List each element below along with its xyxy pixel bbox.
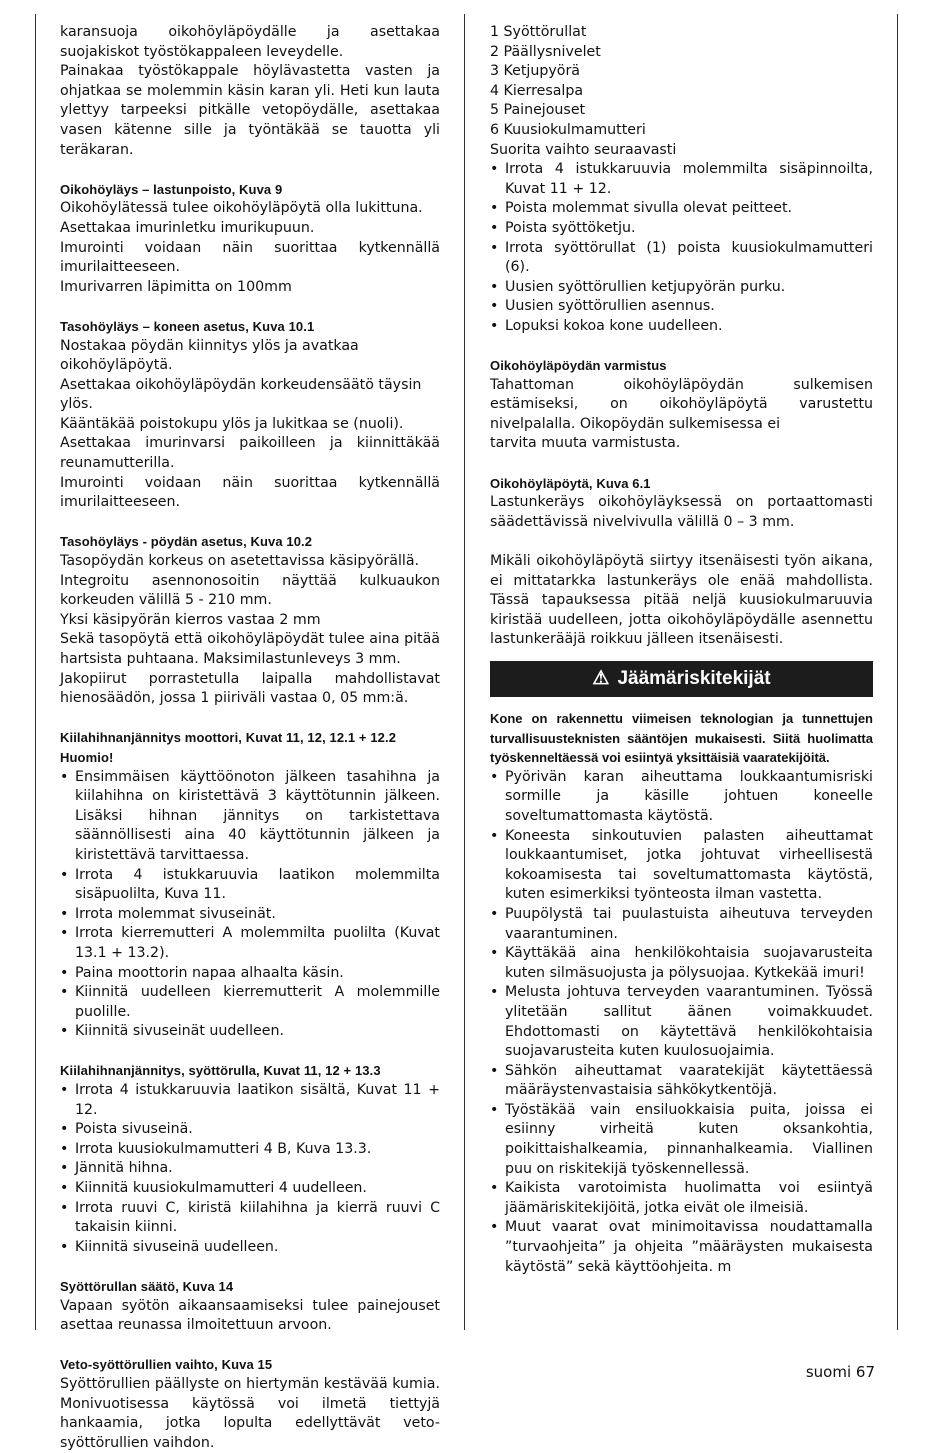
list-item: • Käyttäkää aina henkilökohtaisia suojavarusteita kuten silmäsuojusta ja pölysuojaa. Kytkekää imuri! bbox=[490, 944, 873, 983]
text-line: tarvita muuta varmistusta. bbox=[490, 435, 681, 452]
section-heading: Kiilahihnanjännitys moottori, Kuvat 11, 12, 12.1 + 12.2 bbox=[60, 730, 397, 746]
warning-banner bbox=[490, 661, 873, 697]
parts-list-item: 1 Syöttörullat bbox=[490, 24, 587, 40]
list-item: • Pyörivän karan aiheuttama loukkaantumisriski sormille ja käsille johtuen koneelle soveltumattomasta käytöstä. bbox=[490, 768, 873, 827]
text-line: Imurointi voidaan näin suorittaa kytkennällä imurilaitteeseen. bbox=[60, 239, 440, 276]
text-line: Imurointi voidaan näin suorittaa kytkennällä imurilaitteeseen. bbox=[60, 474, 440, 511]
left-column bbox=[60, 23, 440, 1453]
section-heading: Kiilahihnanjännitys, syöttörulla, Kuvat 11, 12 + 13.3 bbox=[60, 1063, 381, 1079]
list-item: • Kaikista varotoimista huolimatta voi esiintyä jäämäriskitekijöitä, jotka eivät ole ilmeisiä. bbox=[490, 1179, 873, 1218]
section-heading: Tasohöyläys – koneen asetus, Kuva 10.1 bbox=[60, 318, 315, 334]
text-line: Integroitu asennonosoitin näyttää kulkuaukon korkeuden välillä 5 - 210 mm. bbox=[60, 572, 440, 609]
list-item: • Kiinnitä kuusiokulmamutteri 4 uudelleen. bbox=[60, 1179, 440, 1199]
parts-list-item: 6 Kuusiokulmamutteri bbox=[490, 121, 646, 138]
bullet-list bbox=[60, 1081, 440, 1257]
intro-paragraph: Painakaa työstökappale höylävastetta vasten ja ohjatkaa se molemmin käsin karan yli. Heti kun lauta ylettyy tarpeeksi pitkälle vetopöydälle, asettakaa vasen kätenne sille ja työntäkää se tauotta yli teräkaran. bbox=[60, 63, 440, 158]
text-line: Asettakaa oikohöyläpöydän korkeudensäätö täysin ylös. bbox=[60, 376, 422, 413]
text-line: Nostakaa pöydän kiinnitys ylös ja avatkaa oikohöyläpöytä. bbox=[60, 337, 359, 374]
list-item: • Paina moottorin napaa alhaalta käsin. bbox=[60, 964, 440, 984]
list-item: • Kiinnitä sivuseinä uudelleen. bbox=[60, 1238, 440, 1258]
section-heading: Oikohöyläys – lastunpoisto, Kuva 9 bbox=[60, 181, 283, 197]
paragraph: Syöttörullien päällyste on hiertymän kestävää kumia. Monivuotisessa käytössä voi ilmetä tiettyjä hankaamia, jotka lopulta edellyttävät veto-syöttörullien vaihdon. bbox=[60, 1375, 440, 1451]
text-line: Yksi käsipyörän kierros vastaa 2 mm bbox=[60, 611, 321, 628]
list-item: • Puupölystä tai puulastuista aiheutuva terveyden vaarantuminen. bbox=[490, 905, 873, 944]
section-heading: Oikohöyläpöydän varmistus bbox=[490, 358, 667, 374]
parts-list-item: 4 Kierresalpa bbox=[490, 82, 584, 99]
list-item: • Irrota kuusiokulmamutteri 4 B, Kuva 13.3. bbox=[60, 1140, 440, 1160]
paragraph: Mikäli oikohöyläpöytä siirtyy itsenäisesti työn aikana, ei mittatarkka lastunkeräys ole enää mahdollista. Tässä tapauksessa pitää neljä kuusiokulmaruuvia kiristää uudelleen, jotta oikohöyläpöydälle asennettu lastunkerääjä roikkuu jälleen itsenäisesti. bbox=[490, 553, 873, 648]
text-line: Jakopiirut porrastetulla laipalla mahdollistavat hienosäädön, jossa 1 piiriväli vastaa 0, 05 mm:ä. bbox=[60, 670, 440, 707]
section-heading: Oikohöyläpöytä, Kuva 6.1 bbox=[490, 475, 651, 491]
section-heading: Veto-syöttörullien vaihto, Kuva 15 bbox=[60, 1357, 273, 1373]
text-line: Suorita vaihto seuraavasti bbox=[490, 141, 677, 158]
text-line: Asettakaa imurinletku imurikupuun. bbox=[60, 219, 315, 236]
left-margin-rule bbox=[35, 14, 36, 1330]
list-item: • Muut vaarat ovat minimoitavissa noudattamalla ”turvaohjeita” ja ohjeita ”määräysten mukaisesta käytöstä” sekä käyttöohjeita. m bbox=[490, 1218, 873, 1277]
text-line: Sekä tasopöytä että oikohöyläpöydät tulee aina pitää hartsista puhtaana. Maksimilastunleveys 3 mm. bbox=[60, 631, 440, 667]
intro-paragraph: karansuoja oikohöyläpöydälle ja asettakaa suojakiskot työstökappaleen leveydelle. bbox=[60, 24, 440, 60]
list-item: • Irrota 4 istukkaruuvia laatikon molemmilta sisäpuolilta, Kuva 11. bbox=[60, 866, 440, 905]
list-item: • Irrota 4 istukkaruuvia molemmilta sisäpinnoilta, Kuvat 11 + 12. bbox=[490, 160, 873, 199]
list-item: • Irrota syöttörullat (1) poista kuusiokulmamutteri (6). bbox=[490, 239, 873, 278]
warning-triangle-icon: ⚠ bbox=[592, 668, 610, 690]
list-item: • Lopuksi kokoa kone uudelleen. bbox=[490, 317, 873, 337]
paragraph: Vapaan syötön aikaansaamiseksi tulee painejouset asettaa reunassa ilmoitettuun arvoon. bbox=[60, 1297, 440, 1334]
bullet-list bbox=[60, 768, 440, 1042]
page-number: suomi 67 bbox=[805, 1363, 875, 1381]
text-line: Imurivarren läpimitta on 100mm bbox=[60, 278, 292, 295]
paragraph: Lastunkeräys oikohöyläyksessä on portaattomasti säädettävissä nivelvivulla välillä 0 – 3 mm. bbox=[490, 494, 873, 530]
list-item: • Irrota molemmat sivuseinät. bbox=[60, 905, 440, 925]
section-heading: Syöttörullan säätö, Kuva 14 bbox=[60, 1279, 234, 1294]
parts-list-item: 5 Painejouset bbox=[490, 102, 586, 119]
list-item: • Irrota 4 istukkaruuvia laatikon sisältä, Kuvat 11 + 12. bbox=[60, 1081, 440, 1120]
list-item: • Uusien syöttörullien ketjupyörän purku. bbox=[490, 278, 873, 298]
list-item: • Irrota kierremutteri A molemmilta puolilta (Kuvat 13.1 + 13.2). bbox=[60, 924, 440, 963]
text-line: Tasopöydän korkeus on asetettavissa käsipyörällä. bbox=[60, 553, 420, 570]
bullet-list bbox=[490, 768, 873, 1277]
list-item: • Melusta johtuva terveyden vaarantuminen. Työssä ylitetään sallitut äänen voimakkuudet. Ehdottomasti on käytettävä henkilökohtaisia suojavarusteita kuten kuulosuojaimia. bbox=[490, 983, 873, 1061]
list-item: • Ensimmäisen käyttöönoton jälkeen tasahihna ja kiilahihna on kiristettävä 3 käyttötunnin jälkeen. Lisäksi hihnan jännitys on tarkistettava säännöllisesti aina 40 käyttötunnin jälkeen ja kiristettävä tarvittaessa. bbox=[60, 768, 440, 866]
paragraph: Tahattoman oikohöyläpöydän sulkemisen estämiseksi, on oikohöyläpöytä varustettu nivelpalalla. Oikopöydän sulkemisessa ei bbox=[490, 376, 873, 432]
parts-list-item: 3 Ketjupyörä bbox=[490, 63, 580, 80]
list-item: • Irrota ruuvi C, kiristä kiilahihna ja kierrä ruuvi C takaisin kiinni. bbox=[60, 1199, 440, 1238]
section-heading: Tasohöyläys - pöydän asetus, Kuva 10.2 bbox=[60, 534, 313, 550]
section-subheading: Huomio! bbox=[60, 749, 114, 765]
bullet-list bbox=[490, 160, 873, 336]
warning-title: Jäämäriskitekijät bbox=[617, 668, 771, 690]
list-item: • Poista syöttöketju. bbox=[490, 219, 873, 239]
text-line: Oikohöylätessä tulee oikohöyläpöytä olla lukittuna. bbox=[60, 200, 423, 217]
list-item: • Kiinnitä sivuseinät uudelleen. bbox=[60, 1022, 440, 1042]
text-line: Asettakaa imurinvarsi paikoilleen ja kiinnittäkää reunamutterilla. bbox=[60, 435, 440, 472]
right-column bbox=[490, 23, 873, 1277]
warning-intro: Kone on rakennettu viimeisen teknologian ja tunnettujen turvallisuusteknisten sääntöjen mukaisesti. Siitä huolimatta työskenneltäessä voi esiintyä yksittäisiä vaaratekijöitä. bbox=[490, 711, 873, 766]
right-margin-rule bbox=[897, 14, 898, 1330]
list-item: • Työstäkää vain ensiluokkaisia puita, joissa ei esiinny virheitä kuten oksankohtia, poikittaishalkeamia, pinnanhalkeamia. Viallinen puu on riskitekijä työskennellessä. bbox=[490, 1101, 873, 1179]
list-item: • Poista sivuseinä. bbox=[60, 1120, 440, 1140]
text-line: Kääntäkää poistokupu ylös ja lukitkaa se (nuoli). bbox=[60, 415, 404, 432]
list-item: • Koneesta sinkoutuvien palasten aiheuttamat loukkaantumiset, jotka johtuvat virheellisestä kokoamisesta tai soveltumattomasta käytöstä, kuten esimerkiksi työnteosta ilman vastetta. bbox=[490, 827, 873, 905]
list-item: • Sähkön aiheuttamat vaaratekijät käytettäessä määräystenvastaisia sähkökytkentöjä. bbox=[490, 1062, 873, 1101]
list-item: • Uusien syöttörullien asennus. bbox=[490, 297, 873, 317]
center-column-rule bbox=[464, 14, 465, 1330]
parts-list-item: 2 Päällysnivelet bbox=[490, 43, 601, 60]
list-item: • Jännitä hihna. bbox=[60, 1159, 440, 1179]
list-item: • Kiinnitä uudelleen kierremutterit A molemmille puolille. bbox=[60, 983, 440, 1022]
list-item: • Poista molemmat sivulla olevat peitteet. bbox=[490, 199, 873, 219]
